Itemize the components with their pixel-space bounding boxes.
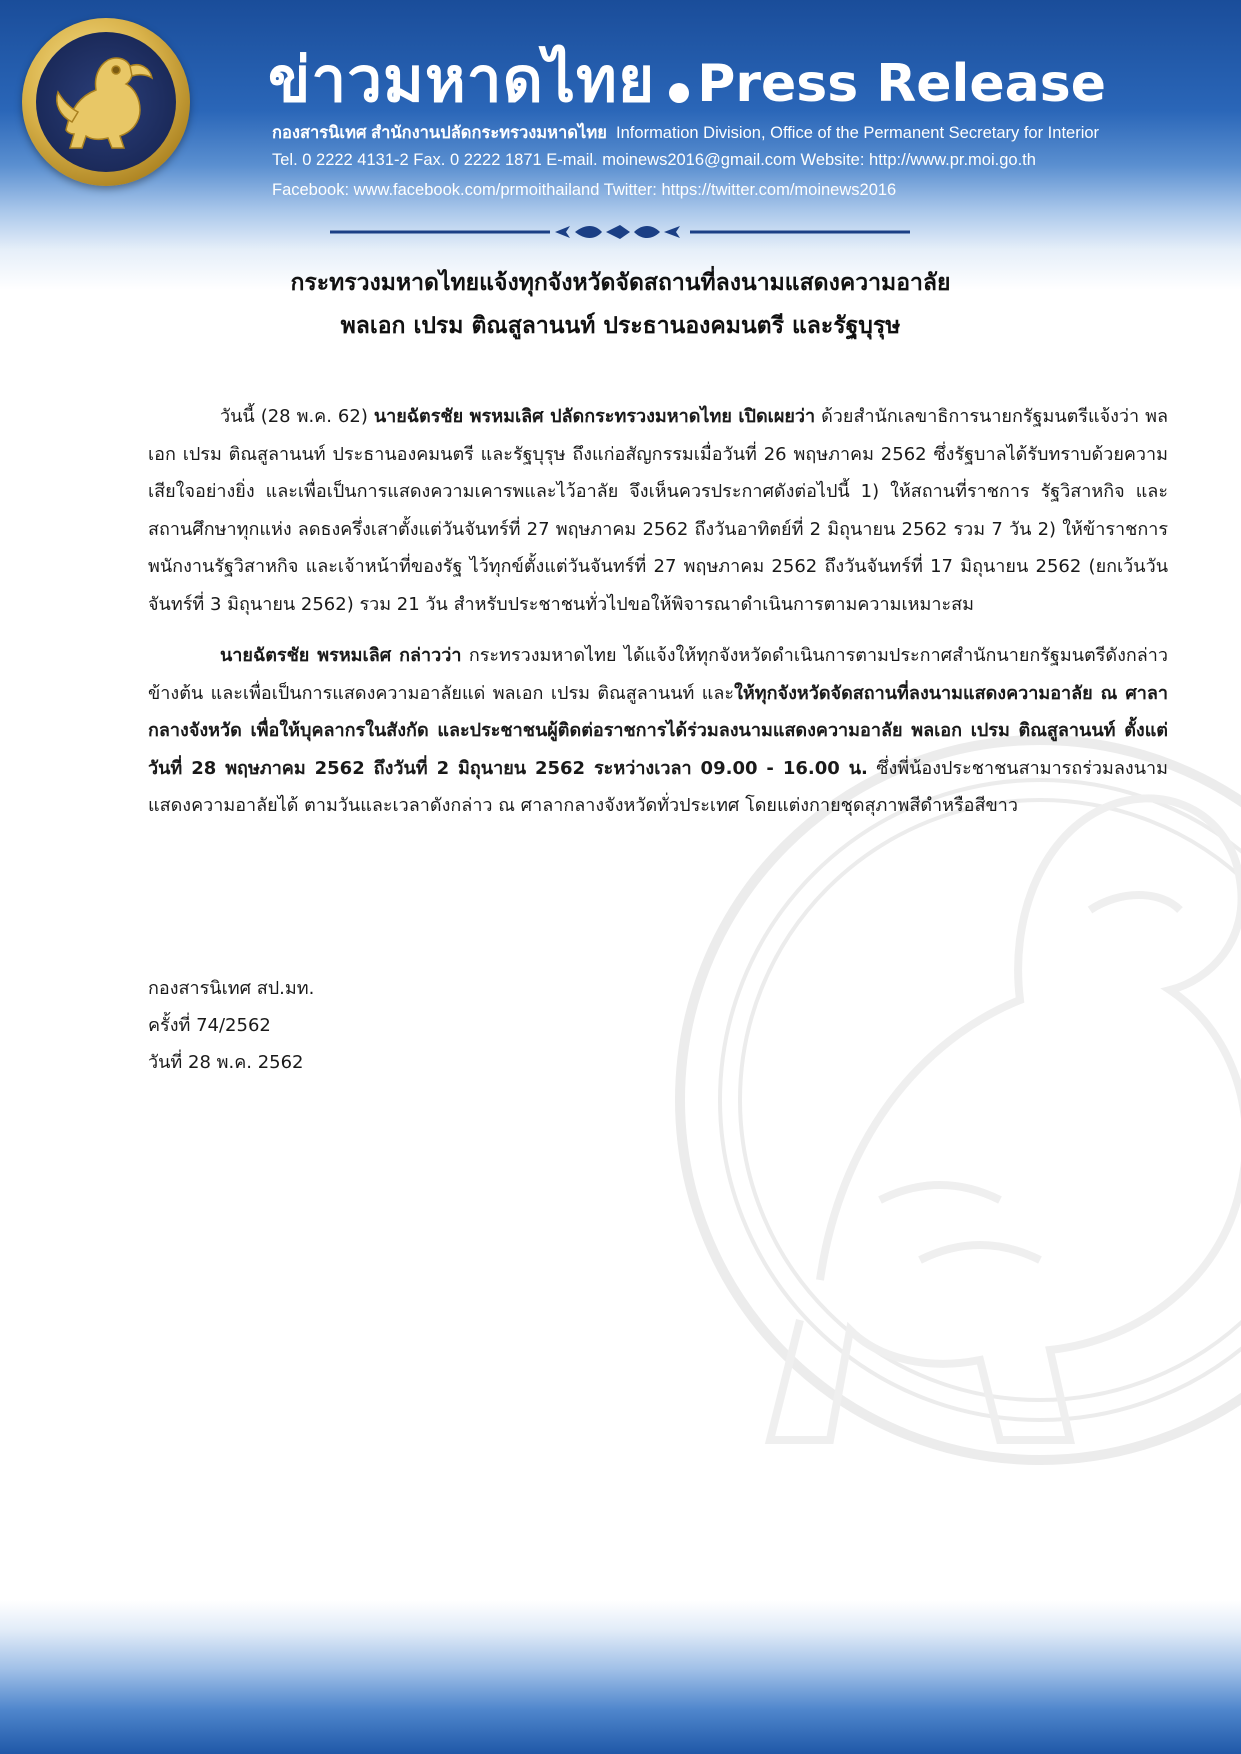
organization-thai: กองสารนิเทศ สำนักงานปลัดกระทรวงมหาดไทย bbox=[272, 124, 607, 142]
headline-line-2: พลเอก เปรม ติณสูลานนท์ ประธานองคมนตรี และรัฐบุรุษ bbox=[340, 313, 901, 339]
paragraph-2 bbox=[148, 637, 1168, 825]
signoff-date: วันที่ 28 พ.ค. 2562 bbox=[148, 1052, 304, 1073]
signoff-number: ครั้งที่ 74/2562 bbox=[148, 1015, 271, 1036]
divider-ornament-icon bbox=[330, 222, 910, 242]
paragraph-2-text-1: กระทรวงมหาดไทย ได้แจ้งให้ทุกจังหวัดดำเนินการตามประกาศสำนักนายกรัฐมนตรีดังกล่าวข้างต้น และเพื่อเป็นการแสดงความอาลัยแด่ พลเอก เปรม ติณสูลานนท์ และ bbox=[148, 645, 1169, 704]
ministry-seal-icon bbox=[22, 18, 190, 186]
contact-line: Tel. 0 2222 4131-2 Fax. 0 2222 1871 E-mail. moinews2016@gmail.com Website: http://www.pr.moi.go.th bbox=[272, 151, 1036, 169]
paragraph-1 bbox=[148, 398, 1168, 623]
footer-band bbox=[0, 1600, 1241, 1754]
headline bbox=[80, 262, 1161, 348]
signoff-division: กองสารนิเทศ สป.มท. bbox=[148, 978, 315, 999]
organization-en: Information Division, Office of the Permanent Secretary for Interior bbox=[616, 124, 1100, 142]
signoff-block bbox=[148, 970, 314, 1081]
masthead-title-thai: ข่าวมหาดไทย bbox=[268, 43, 656, 116]
masthead-title bbox=[268, 40, 1228, 120]
paragraph-1-bold: นายฉัตรชัย พรหมเลิศ ปลัดกระทรวงมหาดไทย เปิดเผยว่า bbox=[373, 406, 816, 427]
paragraph-1-rest: ด้วยสำนักเลขาธิการนายกรัฐมนตรีแจ้งว่า พลเอก เปรม ติณสูลานนท์ ประธานองคมนตรี และรัฐบุรุษ ถึงแก่อสัญกรรมเมื่อวันที่ 26 พฤษภาคม 2562 ซึ่งรัฐบาลได้รับทราบด้วยความเสียใจอย่างยิ่ง และเพื่อเป็นการแสดงความเคารพและไว้อาลัย จึงเห็นควรประกาศดังต่อไปนี้ 1) ให้สถานที่ราชการ รัฐวิสาหกิจ และสถานศึกษาทุกแห่ง ลดธงครึ่งเสาตั้งแต่วันจันทร์ที่ 27 พฤษภาคม 2562 ถึงวันอาทิตย์ที่ 2 มิถุนายน 2562 รวม 7 วัน 2) ให้ข้าราชการ พนักงานรัฐวิสาหกิจ และเจ้าหน้าที่ของรัฐ ไว้ทุกข์ตั้งแต่วันจันทร์ที่ 27 พฤษภาคม 2562 ถึงวันจันทร์ที่ 17 มิถุนายน 2562 (ยกเว้นวันจันทร์ที่ 3 มิถุนายน 2562) รวม 21 วัน สำหรับประชาชนทั่วไปขอให้พิจารณาดำเนินการตามความเหมาะสม bbox=[148, 406, 1169, 615]
header-band bbox=[0, 0, 1241, 300]
paragraph-1-lead: วันนี้ (28 พ.ค. 62) bbox=[220, 406, 374, 427]
bullet-dot-icon bbox=[669, 83, 689, 103]
paragraph-2-bold-2: ให้ทุกจังหวัดจัดสถานที่ลงนามแสดงความอาลัย ณ ศาลากลางจังหวัด เพื่อให้บุคลากรในสังกัด และประชาชนผู้ติดต่อราชการได้ร่วมลงนามแสดงความอาลัย พลเอก เปรม ติณสูลานนท์ ตั้งแต่วันที่ 28 พฤษภาคม 2562 ถึงวันที่ 2 มิถุนายน 2562 ระหว่างเวลา 09.00 - 16.00 น. bbox=[148, 682, 1168, 779]
organization-line bbox=[272, 120, 1099, 146]
paragraph-2-text-2: ซึ่งพี่น้องประชาชนสามารถร่วมลงนามแสดงความอาลัยได้ ตามวันและเวลาดังกล่าว ณ ศาลากลางจังหวัดทั่วประเทศ โดยแต่งกายชุดสุภาพสีดำหรือสีขาว bbox=[148, 757, 1168, 816]
headline-line-1: กระทรวงมหาดไทยแจ้งทุกจังหวัดจัดสถานที่ลงนามแสดงความอาลัย bbox=[290, 270, 951, 296]
masthead-title-en: Press Release bbox=[697, 54, 1106, 114]
social-line: Facebook: www.facebook.com/prmoithailand Twitter: https://twitter.com/moinews2016 bbox=[272, 181, 897, 199]
paragraph-2-bold-1: นายฉัตรชัย พรหมเลิศ กล่าวว่า bbox=[220, 645, 462, 666]
article-body bbox=[148, 398, 1168, 839]
